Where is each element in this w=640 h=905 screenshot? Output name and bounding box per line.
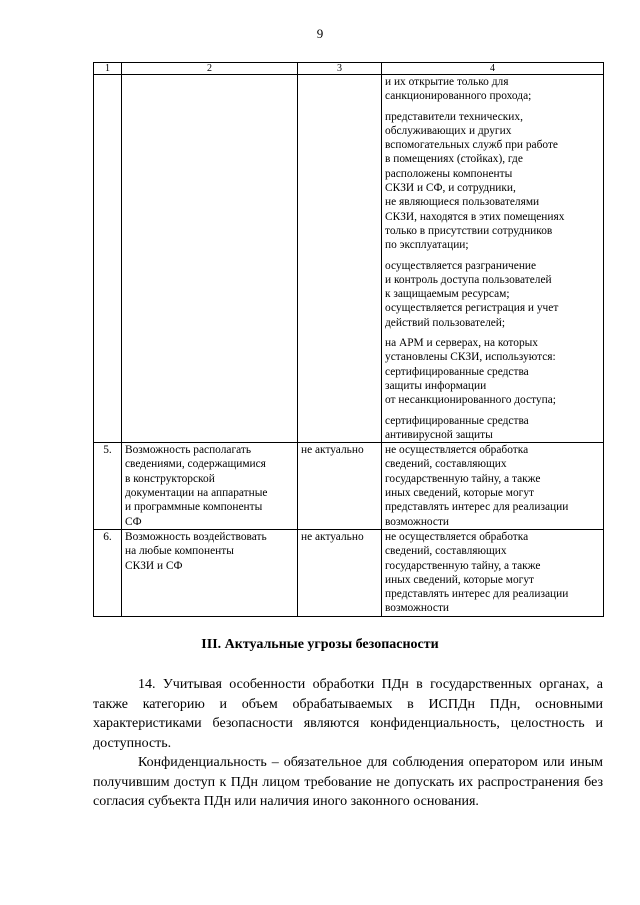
text-line: сертифицированные средства — [385, 414, 529, 427]
body-text — [93, 675, 603, 812]
table-row-continuation — [94, 75, 604, 443]
header-col-3: 3 — [298, 63, 382, 75]
text-line: не осуществляется обработка — [385, 530, 529, 543]
text-line: действий пользователей; — [385, 316, 506, 329]
justification-cell — [382, 443, 604, 530]
text-line: санкционированного прохода; — [385, 90, 532, 103]
table-header-row — [94, 63, 604, 75]
text-line: и их открытие только для — [385, 76, 509, 88]
capability-cell — [122, 443, 298, 530]
text-line: не осуществляется обработка — [385, 444, 529, 457]
page-number: 9 — [316, 26, 324, 41]
text-line: иных сведений, которые могут — [385, 573, 535, 586]
text-line: только в присутствии сотрудников — [385, 224, 553, 237]
text-line: и контроль доступа пользователей — [385, 273, 552, 286]
paragraph: 14. Учитывая особенности обработки ПДн в государственных органах, а также категорию и объем обрабатываемых в ИСПДн ПДн, основными характеристиками безопасности являются конфиденциальность, целостность и доступность. — [93, 677, 603, 751]
paragraph: Конфиденциальность – обязательное для соблюдения оператором или иным получившим доступ к ПДн лицом требование не допускать их распространения без согласия субъекта ПДн или наличия иного законного основания. — [93, 755, 603, 809]
relevance-cell: не актуально — [298, 443, 382, 530]
text-line: на любые компоненты — [125, 545, 234, 558]
text-line: представлять интерес для реализации — [385, 588, 569, 601]
continuation-paragraph — [385, 259, 600, 330]
text-line: СКЗИ и СФ, и сотрудники, — [385, 182, 516, 195]
text-line: возможности — [385, 515, 450, 528]
text-line: государственную тайну, а также — [385, 559, 541, 572]
continuation-paragraph — [385, 110, 600, 253]
capability-cell — [122, 529, 298, 616]
continuation-paragraph — [385, 336, 600, 407]
text-line: представители технических, — [385, 110, 523, 123]
text-line: сертифицированные средства — [385, 365, 529, 378]
text-line: расположены компоненты — [385, 167, 513, 180]
justification-cell — [382, 529, 604, 616]
relevance-cell: не актуально — [298, 529, 382, 616]
text-line: вспомогательных служб при работе — [385, 139, 558, 152]
text-line: возможности — [385, 602, 450, 615]
text-line: установлены СКЗИ, используются: — [385, 351, 556, 364]
text-line: на АРМ и серверах, на которых — [385, 337, 538, 350]
text-line: СФ — [125, 515, 142, 528]
header-col-2: 2 — [122, 63, 298, 75]
table-row-5 — [94, 443, 604, 530]
text-line: и программные компоненты — [125, 501, 263, 514]
text-line: Возможность располагать — [125, 444, 252, 457]
text-line: иных сведений, которые могут — [385, 487, 535, 500]
text-line: сведений, составляющих — [385, 458, 507, 471]
text-line: сведениями, содержащимися — [125, 458, 266, 471]
text-line: антивирусной защиты — [385, 428, 493, 441]
section-title: III. Актуальные угрозы безопасности — [201, 637, 439, 652]
header-col-1: 1 — [94, 63, 122, 75]
text-line: СКЗИ, находятся в этих помещениях — [385, 210, 565, 223]
text-line: государственную тайну, а также — [385, 472, 541, 485]
header-col-4: 4 — [382, 63, 604, 75]
text-line: к защищаемым ресурсам; — [385, 288, 510, 301]
table-row-6 — [94, 529, 604, 616]
text-line: сведений, составляющих — [385, 545, 507, 558]
threat-capabilities-table — [93, 62, 604, 617]
text-line: осуществляется разграничение — [385, 259, 537, 272]
text-line: в конструкторской — [125, 472, 215, 485]
row-number: 6. — [94, 529, 122, 616]
continuation-paragraph — [385, 414, 600, 443]
text-line: защиты информации — [385, 379, 487, 392]
text-line: осуществляется регистрация и учет — [385, 302, 559, 315]
text-line: от несанкционированного доступа; — [385, 394, 556, 407]
text-line: документации на аппаратные — [125, 487, 268, 500]
row-number: 5. — [94, 443, 122, 530]
text-line: не являющиеся пользователями — [385, 196, 540, 209]
continuation-cell — [382, 75, 604, 443]
text-line: обслуживающих и других — [385, 124, 512, 137]
text-line: представлять интерес для реализации — [385, 501, 569, 514]
text-line: СКЗИ и СФ — [125, 559, 183, 572]
text-line: по эксплуатации; — [385, 239, 469, 252]
text-line: Возможность воздействовать — [125, 530, 267, 543]
continuation-paragraph — [385, 75, 600, 104]
text-line: в помещениях (стойках), где — [385, 153, 523, 166]
